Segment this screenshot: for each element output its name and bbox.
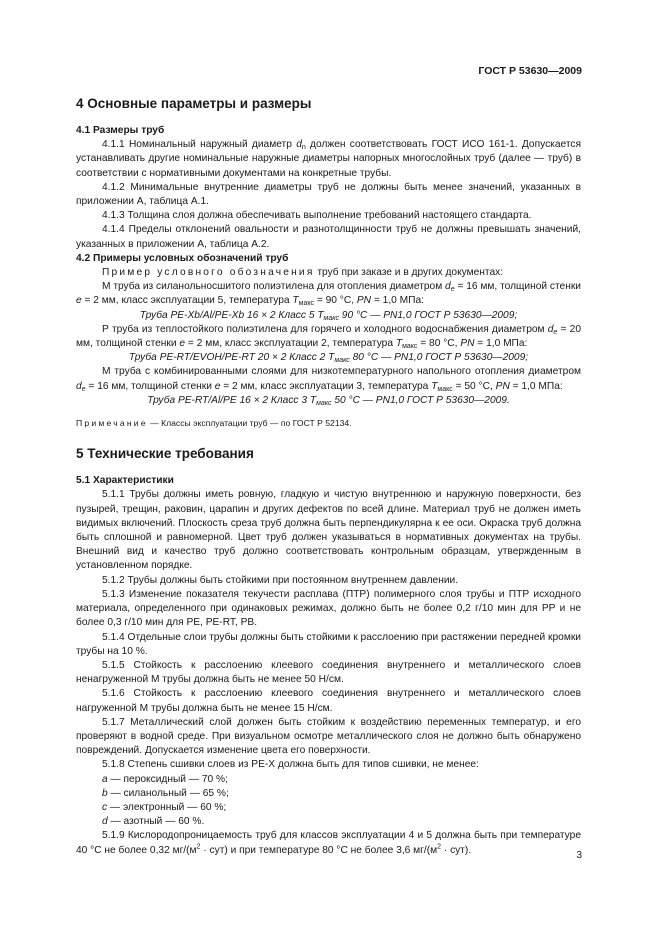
paragraph-5-1-5: 5.1.5 Стойкость к расслоению клеевого соединения внутреннего и металлического слоев ненагруженной М трубы должна быть не менее 50 Н/см. [76,659,581,686]
list-item: b — силанольный — 65 %; [102,787,229,799]
example-3-text: М труба с комбинированными слоями для низкотемпературного напольного отопления диаметром $d_e = 16$ мм, толщиной стенки e = 2 мм, класс эксплуатации 3, температура $T_{макс} = 50$ °С, PN = 1,0 МПа: [76,366,581,393]
paragraph-5-1-2: 5.1.2 Трубы должны быть стойкими при постоянном внутреннем давлении. [102,574,459,586]
example-3-designation: Труба PE-RT/Al/PE 16 × 2 Класс 3 $T_{макс}$ 50 °С — PN1,0 ГОСТ Р 53630—2009. [147,394,510,407]
standard-header: ГОСТ Р 53630—2009 [478,65,582,77]
paragraph-5-1-3: 5.1.3 Изменение показателя текучести расплава (ПТР) полимерного слоя трубы и ПТР исходного материала, определенного при одинаковых режимах, должно быть не более 0,2 г/10 мин для PP и не более 0,3 г/10 мин для PE, PE-RT, PB. [76,588,581,629]
paragraph-4-1-4: 4.1.4 Пределы отклонений овальности и разнотолщинности труб не должны превышать значений, указанных в приложении А, таблица А.2. [76,224,581,250]
section-4-title: 4 Основные параметры и размеры [76,96,312,111]
paragraph-5-1-9: 5.1.9 Кислородопроницаемость труб для классов эксплуатации 4 и 5 должна быть при температуре 40 °С не более 0,32 $мг/(м^2 \cdot сут)$ и при температуре 80 °С не более 3,6 $мг/(м^2 \cdot сут)$. [76,830,581,856]
example-1-designation: Труба PE-Xb/Al/PE-Xb 16 × 2 Класс 5 $T_{макс}$ 90 °С — PN1,0 ГОСТ Р 53630—2009; [139,309,518,322]
paragraph-5-1-4: 5.1.4 Отдельные слои трубы должны быть стойкими к расслоению при растяжении передней кромки трубы на 10 %. [76,631,581,657]
note: Примечание — Классы эксплуатации труб — по ГОСТ Р 52134. [76,418,352,429]
page-number: 3 [576,850,582,861]
example-1-text: М труба из силанольносшитого полиэтилена для отопления диаметром $d_e = 16$ мм, толщиной стенки e = 2 мм, класс эксплуатации 5, температура $T_{макс} = 90$ °С, PN = 1,0 МПа: [76,281,581,308]
paragraph-5-1-7: 5.1.7 Металлический слой должен быть стойким к воздействию переменных температур, и его проверяют в водной среде. При визуальном осмотре металлического слоя не должно быть обнаружено повреждений. Допускается изменение цвета его поверхности. [76,716,581,757]
list-item: a — пероксидный — 70 %; [102,773,228,785]
list-item: d — азотный — 60 %. [102,816,205,828]
list-item: c — электронный — 60 %; [102,801,227,813]
paragraph-4-1-2: 4.1.2 Минимальные внутренние диаметры труб не должны быть менее значений, указанных в приложении А, таблица А.1. [76,181,581,208]
example-intro: Пример условного обозначения труб при заказе и в других документах: [102,267,504,279]
example-2-text: Р труба из теплостойкого полиэтилена для горячего и холодного водоснабжения диаметром $d_e = 20$ мм, толщиной стенки e = 2 мм, класс эксплуатации 2, температура $T_{макс} = 80$ °С, PN = 1,0 МПа: [76,323,581,351]
subsection-4-2-title: 4.2 Примеры условных обозначений труб [76,252,289,264]
paragraph-5-1-1: 5.1.1 Трубы должны иметь ровную, гладкую и чистую внутреннюю и наружную поверхности, без пузырей, трещин, раковин, царапин и других дефектов по всей длине. Материал труб не должен иметь видимых включений. Плоскость среза труб должна быть перпендикулярна к ее оси. Окраска труб должна быть сплошной и равномерной. Цвет труб должен указываться в нормативных документах на трубы. Внешний вид и качество труб должно соответствовать контрольным образцам, утвержденным в установленном порядке. [76,489,581,572]
paragraph-4-1-1: 4.1.1 Номинальный наружный диаметр $d_n$ должен соответствовать ГОСТ ИСО 161-1. Допускается устанавливать другие номинальные наружные диаметры напорных многослойных труб (далее — труб) в соответствии с нормативными документами на конкретные трубы. [76,139,581,179]
paragraph-5-1-8: 5.1.8 Степень сшивки слоев из PE-X должна быть для типов сшивки, не менее: [102,759,479,771]
example-2-designation: Труба PE-RT/EVOH/PE-RT 20 × 2 Класс 2 $T_{макс}$ 80 °С — PN1,0 ГОСТ Р 53630—2009; [128,352,529,365]
subsection-5-1-title: 5.1 Характеристики [76,475,174,487]
paragraph-4-1-3: 4.1.3 Толщина слоя должна обеспечивать выполнение требований настоящего стандарта. [102,210,532,222]
section-5-title: 5 Технические требования [76,446,254,462]
paragraph-5-1-6: 5.1.6 Стойкость к расслоению клеевого соединения внутреннего и металлического слоев нагруженной М трубы должна быть не менее 15 Н/см. [76,688,581,714]
page-content [76,96,581,858]
subsection-4-1-title: 4.1 Размеры труб [76,125,165,136]
